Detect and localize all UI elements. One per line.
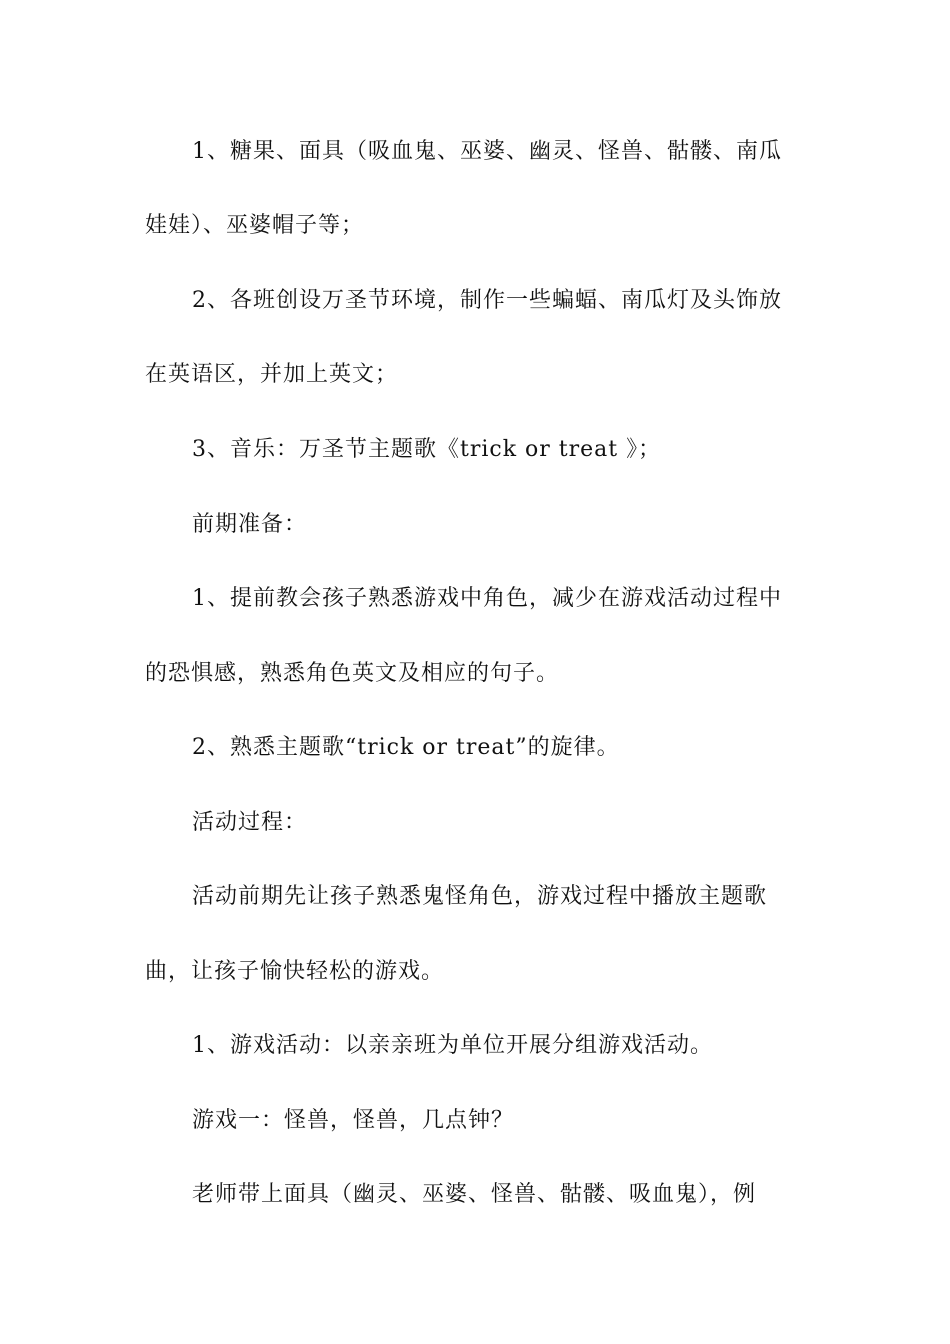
text-line-game-activity: 1、游戏活动：以亲亲班为单位开展分组游戏活动。 xyxy=(192,1033,713,1058)
text-line-preparation-1: 1、提前教会孩子熟悉游戏中角色，减少在游戏活动过程中 xyxy=(192,586,782,611)
text-line-game-one-title: 游戏一：怪兽，怪兽，几点钟？ xyxy=(192,1108,515,1133)
text-line-process-intro: 活动前期先让孩子熟悉鬼怪角色，游戏过程中播放主题歌 xyxy=(192,884,768,909)
text-line-materials-2-cont: 在英语区，并加上英文； xyxy=(145,362,399,387)
text-line-materials-1-cont: 娃娃）、巫婆帽子等； xyxy=(145,213,365,238)
text-line-materials-1: 1、糖果、面具（吸血鬼、巫婆、幽灵、怪兽、骷髅、南瓜 xyxy=(192,139,782,164)
text-line-process-intro-cont: 曲，让孩子愉快轻松的游戏。 xyxy=(145,959,445,984)
text-line-preparation-2: 2、熟悉主题歌“trick or treat”的旋律。 xyxy=(192,735,620,760)
text-line-materials-3: 3、音乐：万圣节主题歌《trick or treat 》； xyxy=(192,437,662,462)
section-heading-process: 活动过程： xyxy=(192,810,308,835)
text-line-materials-2: 2、各班创设万圣节环境，制作一些蝙蝠、南瓜灯及头饰放 xyxy=(192,288,782,313)
section-heading-preparation: 前期准备： xyxy=(192,512,308,537)
text-line-game-one-desc: 老师带上面具（幽灵、巫婆、怪兽、骷髅、吸血鬼），例 xyxy=(192,1182,757,1207)
text-line-preparation-1-cont: 的恐惧感，熟悉角色英文及相应的句子。 xyxy=(145,661,560,686)
